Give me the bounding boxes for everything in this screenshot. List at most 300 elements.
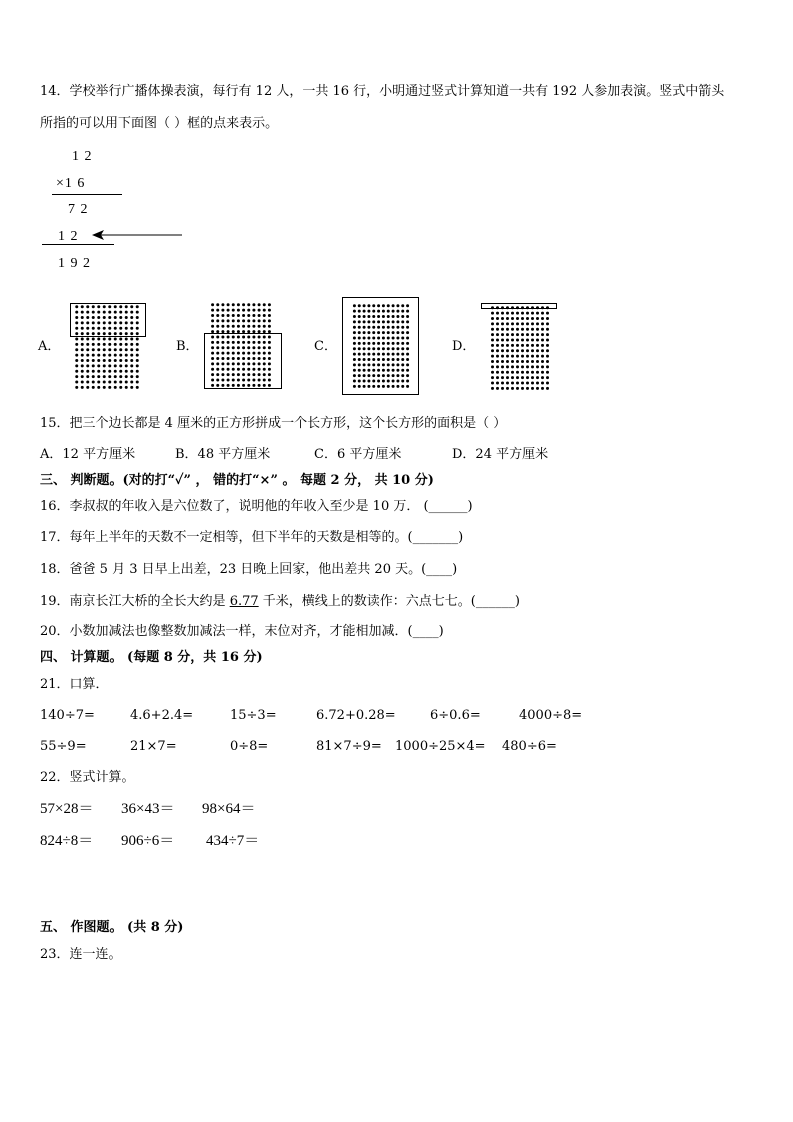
dot bbox=[541, 317, 544, 320]
dot bbox=[526, 360, 529, 363]
dot bbox=[501, 355, 504, 358]
dot bbox=[125, 364, 128, 367]
dot bbox=[136, 370, 139, 373]
dot bbox=[136, 359, 139, 362]
dot bbox=[526, 338, 529, 341]
dot bbox=[521, 381, 524, 384]
dot bbox=[103, 380, 106, 383]
mental-calc: 0÷8= bbox=[230, 739, 269, 754]
dot bbox=[536, 387, 539, 390]
dot bbox=[541, 338, 544, 341]
dot bbox=[521, 365, 524, 368]
dot bbox=[531, 344, 534, 347]
dot bbox=[268, 319, 271, 322]
q15-stem: 15．把三个边长都是 4 厘米的正方形拼成一个长方形，这个长方形的面积是（ ） bbox=[40, 416, 507, 431]
q18-text: 18．爸爸 5 月 3 日早上出差，23 日晚上回家，他出差共 20 天。(____) bbox=[40, 562, 458, 577]
dot bbox=[81, 337, 84, 340]
dot bbox=[103, 370, 106, 373]
dot bbox=[247, 309, 250, 312]
dot bbox=[130, 386, 133, 389]
mental-calc: 15÷3= bbox=[230, 708, 277, 723]
dot bbox=[130, 370, 133, 373]
dot bbox=[81, 348, 84, 351]
q19-text bbox=[40, 594, 520, 610]
q16-text: 16．李叔叔的年收入是六位数了，说明他的年收入至少是 10 万． (______) bbox=[40, 499, 473, 514]
dot bbox=[86, 380, 89, 383]
dot bbox=[119, 364, 122, 367]
dot bbox=[92, 359, 95, 362]
dot bbox=[496, 328, 499, 331]
dot bbox=[108, 354, 111, 357]
dot bbox=[227, 314, 230, 317]
dot bbox=[108, 380, 111, 383]
dot bbox=[237, 325, 240, 328]
dot bbox=[521, 376, 524, 379]
dot bbox=[211, 319, 214, 322]
dot bbox=[108, 348, 111, 351]
dot bbox=[526, 371, 529, 374]
dot bbox=[108, 359, 111, 362]
dot bbox=[506, 381, 509, 384]
dot bbox=[546, 365, 549, 368]
dot bbox=[216, 325, 219, 328]
dot bbox=[521, 360, 524, 363]
frame-d bbox=[481, 303, 557, 309]
dot bbox=[97, 343, 100, 346]
mental-calc: 4.6+2.4= bbox=[130, 708, 194, 723]
dot bbox=[496, 338, 499, 341]
dot bbox=[81, 359, 84, 362]
dot bbox=[501, 349, 504, 352]
dot bbox=[501, 317, 504, 320]
dot bbox=[506, 338, 509, 341]
dot bbox=[541, 376, 544, 379]
q15-option-d[interactable]: D．24 平方厘米 bbox=[452, 447, 549, 462]
dot bbox=[108, 386, 111, 389]
dot bbox=[125, 375, 128, 378]
dot bbox=[81, 354, 84, 357]
dot bbox=[211, 303, 214, 306]
dot bbox=[75, 354, 78, 357]
dot bbox=[136, 354, 139, 357]
dot bbox=[130, 375, 133, 378]
dot bbox=[258, 314, 261, 317]
dot bbox=[92, 386, 95, 389]
dot bbox=[216, 314, 219, 317]
dot bbox=[506, 355, 509, 358]
dot bbox=[501, 381, 504, 384]
dot bbox=[516, 355, 519, 358]
dot bbox=[546, 338, 549, 341]
dot bbox=[541, 381, 544, 384]
dot bbox=[86, 354, 89, 357]
dot bbox=[491, 355, 494, 358]
dot bbox=[130, 343, 133, 346]
dot bbox=[546, 387, 549, 390]
dot bbox=[501, 312, 504, 315]
dot bbox=[103, 354, 106, 357]
dot bbox=[491, 349, 494, 352]
dot bbox=[536, 312, 539, 315]
mental-calc: 4000÷8= bbox=[519, 708, 583, 723]
q22-stem: 22．竖式计算。 bbox=[40, 770, 135, 785]
dot bbox=[506, 322, 509, 325]
dot bbox=[81, 364, 84, 367]
dot bbox=[232, 303, 235, 306]
calc-line-1 bbox=[52, 194, 122, 195]
dot bbox=[136, 343, 139, 346]
dot bbox=[546, 344, 549, 347]
dot bbox=[531, 381, 534, 384]
dot bbox=[216, 319, 219, 322]
dot bbox=[546, 349, 549, 352]
dot bbox=[81, 375, 84, 378]
dot bbox=[506, 312, 509, 315]
mental-calc: 1000÷25×4= bbox=[395, 739, 486, 754]
dot bbox=[506, 317, 509, 320]
vertical-calc-item: 98×64＝ bbox=[202, 801, 256, 817]
dot bbox=[511, 376, 514, 379]
dot bbox=[536, 360, 539, 363]
dot bbox=[516, 349, 519, 352]
dot bbox=[506, 349, 509, 352]
dot bbox=[125, 337, 128, 340]
dot bbox=[247, 314, 250, 317]
dot bbox=[511, 333, 514, 336]
section-3-heading: 三、 判断题。(对的打“✓” ， 错的打“×” 。 每题 2 分， 共 10 分) bbox=[40, 473, 434, 488]
dot bbox=[237, 314, 240, 317]
dot bbox=[521, 344, 524, 347]
dot bbox=[546, 333, 549, 336]
dot bbox=[516, 371, 519, 374]
dot bbox=[136, 364, 139, 367]
dot bbox=[506, 360, 509, 363]
dot bbox=[75, 337, 78, 340]
calc-partial-2: 1 2 bbox=[58, 229, 79, 244]
dot bbox=[108, 375, 111, 378]
dot bbox=[511, 317, 514, 320]
dot bbox=[531, 365, 534, 368]
dot bbox=[97, 354, 100, 357]
q14-stem-line2: 所指的可以用下面图（ ）框的点来表示。 bbox=[40, 116, 279, 131]
mental-calc: 81×7÷9= bbox=[316, 739, 382, 754]
dot bbox=[516, 338, 519, 341]
mental-calc: 140÷7= bbox=[40, 708, 95, 723]
dot bbox=[546, 376, 549, 379]
dot bbox=[103, 343, 106, 346]
dot bbox=[242, 325, 245, 328]
dot bbox=[75, 370, 78, 373]
dot bbox=[541, 355, 544, 358]
dot bbox=[526, 317, 529, 320]
dot bbox=[130, 380, 133, 383]
dot bbox=[496, 322, 499, 325]
dot bbox=[81, 343, 84, 346]
dot bbox=[97, 337, 100, 340]
dot bbox=[86, 343, 89, 346]
dot bbox=[92, 343, 95, 346]
dot bbox=[546, 371, 549, 374]
option-b-label[interactable]: B． bbox=[176, 339, 199, 354]
dot bbox=[506, 333, 509, 336]
dot bbox=[491, 333, 494, 336]
section-5-heading: 五、 作图题。 (共 8 分) bbox=[40, 920, 184, 935]
dot bbox=[252, 319, 255, 322]
dot bbox=[227, 309, 230, 312]
dot bbox=[541, 344, 544, 347]
dot bbox=[97, 370, 100, 373]
dot bbox=[526, 365, 529, 368]
dot bbox=[258, 303, 261, 306]
dot bbox=[92, 354, 95, 357]
vertical-calc-item: 434÷7＝ bbox=[206, 833, 260, 849]
dot bbox=[130, 359, 133, 362]
frame-c bbox=[342, 297, 419, 395]
dot bbox=[211, 325, 214, 328]
dot bbox=[114, 348, 117, 351]
dot bbox=[511, 355, 514, 358]
q17-text: 17．每年上半年的天数不一定相等，但下半年的天数是相等的。(_______) bbox=[40, 530, 464, 545]
dot bbox=[232, 309, 235, 312]
dot bbox=[86, 359, 89, 362]
dot bbox=[501, 322, 504, 325]
mental-calc: 55÷9= bbox=[40, 739, 87, 754]
dot bbox=[92, 348, 95, 351]
dot bbox=[496, 333, 499, 336]
q21-stem: 21．口算． bbox=[40, 677, 109, 692]
dot bbox=[526, 355, 529, 358]
dot bbox=[526, 344, 529, 347]
dot bbox=[97, 364, 100, 367]
dot bbox=[521, 387, 524, 390]
dot bbox=[491, 344, 494, 347]
dot bbox=[81, 386, 84, 389]
dot bbox=[541, 387, 544, 390]
vertical-calc-item: 906÷6＝ bbox=[121, 833, 175, 849]
frame-b bbox=[204, 333, 282, 389]
dot bbox=[501, 344, 504, 347]
dot bbox=[491, 376, 494, 379]
dot bbox=[86, 337, 89, 340]
dot bbox=[541, 349, 544, 352]
dot bbox=[501, 387, 504, 390]
dot bbox=[526, 349, 529, 352]
dot bbox=[114, 343, 117, 346]
dot bbox=[541, 371, 544, 374]
dot bbox=[108, 370, 111, 373]
dot bbox=[496, 312, 499, 315]
dot bbox=[103, 375, 106, 378]
dot bbox=[103, 386, 106, 389]
dot bbox=[119, 354, 122, 357]
dot bbox=[536, 338, 539, 341]
dot bbox=[232, 314, 235, 317]
dot bbox=[501, 376, 504, 379]
dot bbox=[252, 325, 255, 328]
dot bbox=[491, 365, 494, 368]
dot bbox=[119, 343, 122, 346]
dot bbox=[136, 380, 139, 383]
dot bbox=[221, 303, 224, 306]
dot bbox=[501, 365, 504, 368]
dot bbox=[506, 376, 509, 379]
dot bbox=[491, 360, 494, 363]
dot bbox=[536, 355, 539, 358]
dot bbox=[130, 348, 133, 351]
dot bbox=[511, 344, 514, 347]
dot bbox=[227, 325, 230, 328]
dot bbox=[103, 337, 106, 340]
dot bbox=[546, 317, 549, 320]
dot bbox=[501, 338, 504, 341]
dot bbox=[114, 337, 117, 340]
dot bbox=[516, 344, 519, 347]
dot bbox=[531, 349, 534, 352]
dot bbox=[546, 355, 549, 358]
dot bbox=[501, 328, 504, 331]
dot bbox=[531, 360, 534, 363]
q15-option-a[interactable]: A．12 平方厘米 bbox=[40, 447, 136, 462]
dot bbox=[521, 355, 524, 358]
dot bbox=[75, 364, 78, 367]
dot bbox=[125, 380, 128, 383]
dot bbox=[263, 319, 266, 322]
dot bbox=[263, 303, 266, 306]
option-a-label[interactable]: A． bbox=[38, 339, 61, 354]
dot bbox=[136, 348, 139, 351]
dot bbox=[531, 355, 534, 358]
calc-partial-1: 7 2 bbox=[68, 202, 89, 217]
dot bbox=[506, 387, 509, 390]
dot bbox=[136, 386, 139, 389]
dot bbox=[491, 381, 494, 384]
dot bbox=[268, 309, 271, 312]
dot bbox=[75, 343, 78, 346]
q15-option-b[interactable]: B．48 平方厘米 bbox=[175, 447, 271, 462]
dot bbox=[221, 319, 224, 322]
dot bbox=[86, 364, 89, 367]
dot bbox=[242, 319, 245, 322]
dot bbox=[521, 317, 524, 320]
dot bbox=[258, 325, 261, 328]
dot bbox=[92, 370, 95, 373]
mental-calc: 21×7= bbox=[130, 739, 177, 754]
dot bbox=[119, 337, 122, 340]
dot bbox=[232, 325, 235, 328]
vertical-calc-item: 36×43＝ bbox=[121, 801, 175, 817]
dot bbox=[268, 314, 271, 317]
dot bbox=[506, 371, 509, 374]
arrow-icon bbox=[92, 229, 184, 241]
dot bbox=[252, 314, 255, 317]
dot bbox=[227, 319, 230, 322]
dot bbox=[546, 328, 549, 331]
dot bbox=[511, 381, 514, 384]
dot bbox=[86, 375, 89, 378]
dot bbox=[536, 328, 539, 331]
dot bbox=[221, 314, 224, 317]
dot bbox=[541, 360, 544, 363]
dot bbox=[506, 365, 509, 368]
dot bbox=[242, 314, 245, 317]
dot bbox=[526, 328, 529, 331]
dot bbox=[546, 322, 549, 325]
dot bbox=[491, 338, 494, 341]
dot bbox=[75, 375, 78, 378]
dot bbox=[496, 371, 499, 374]
dot bbox=[531, 312, 534, 315]
dot bbox=[130, 364, 133, 367]
dot bbox=[526, 376, 529, 379]
mental-calc: 6÷0.6= bbox=[430, 708, 481, 723]
dot bbox=[541, 333, 544, 336]
q20-text: 20．小数加减法也像整数加减法一样，末位对齐，才能相加减．(____) bbox=[40, 624, 444, 639]
dot bbox=[227, 303, 230, 306]
dot bbox=[506, 328, 509, 331]
dot bbox=[521, 322, 524, 325]
dot bbox=[97, 359, 100, 362]
dot bbox=[496, 387, 499, 390]
dot bbox=[521, 328, 524, 331]
dot bbox=[491, 371, 494, 374]
dot bbox=[119, 375, 122, 378]
dot bbox=[516, 333, 519, 336]
dot bbox=[75, 359, 78, 362]
dot bbox=[511, 371, 514, 374]
dot bbox=[263, 309, 266, 312]
dot bbox=[75, 348, 78, 351]
option-d-label[interactable]: D． bbox=[452, 339, 476, 354]
dot bbox=[221, 325, 224, 328]
dot bbox=[114, 354, 117, 357]
q15-option-c[interactable]: C．6 平方厘米 bbox=[314, 447, 402, 462]
option-c-label[interactable]: C． bbox=[314, 339, 337, 354]
dot bbox=[536, 317, 539, 320]
dot bbox=[496, 349, 499, 352]
dot bbox=[86, 370, 89, 373]
dot bbox=[531, 322, 534, 325]
dot bbox=[516, 387, 519, 390]
dot bbox=[516, 360, 519, 363]
calc-line-2 bbox=[42, 244, 114, 245]
dot bbox=[268, 325, 271, 328]
dot bbox=[511, 349, 514, 352]
dot bbox=[516, 317, 519, 320]
dot bbox=[496, 355, 499, 358]
vertical-calc-item: 57×28＝ bbox=[40, 801, 94, 817]
dot bbox=[237, 309, 240, 312]
dot bbox=[496, 376, 499, 379]
dot bbox=[125, 348, 128, 351]
dot bbox=[232, 319, 235, 322]
dot bbox=[242, 303, 245, 306]
dot bbox=[247, 319, 250, 322]
dot bbox=[114, 359, 117, 362]
dot bbox=[526, 381, 529, 384]
dot bbox=[531, 338, 534, 341]
dot bbox=[103, 359, 106, 362]
dot bbox=[546, 360, 549, 363]
dot bbox=[125, 359, 128, 362]
dot bbox=[521, 349, 524, 352]
dot bbox=[247, 303, 250, 306]
dot bbox=[130, 337, 133, 340]
dot bbox=[211, 314, 214, 317]
dot bbox=[541, 365, 544, 368]
mental-calc: 6.72+0.28= bbox=[316, 708, 396, 723]
dot bbox=[119, 386, 122, 389]
dot bbox=[125, 354, 128, 357]
